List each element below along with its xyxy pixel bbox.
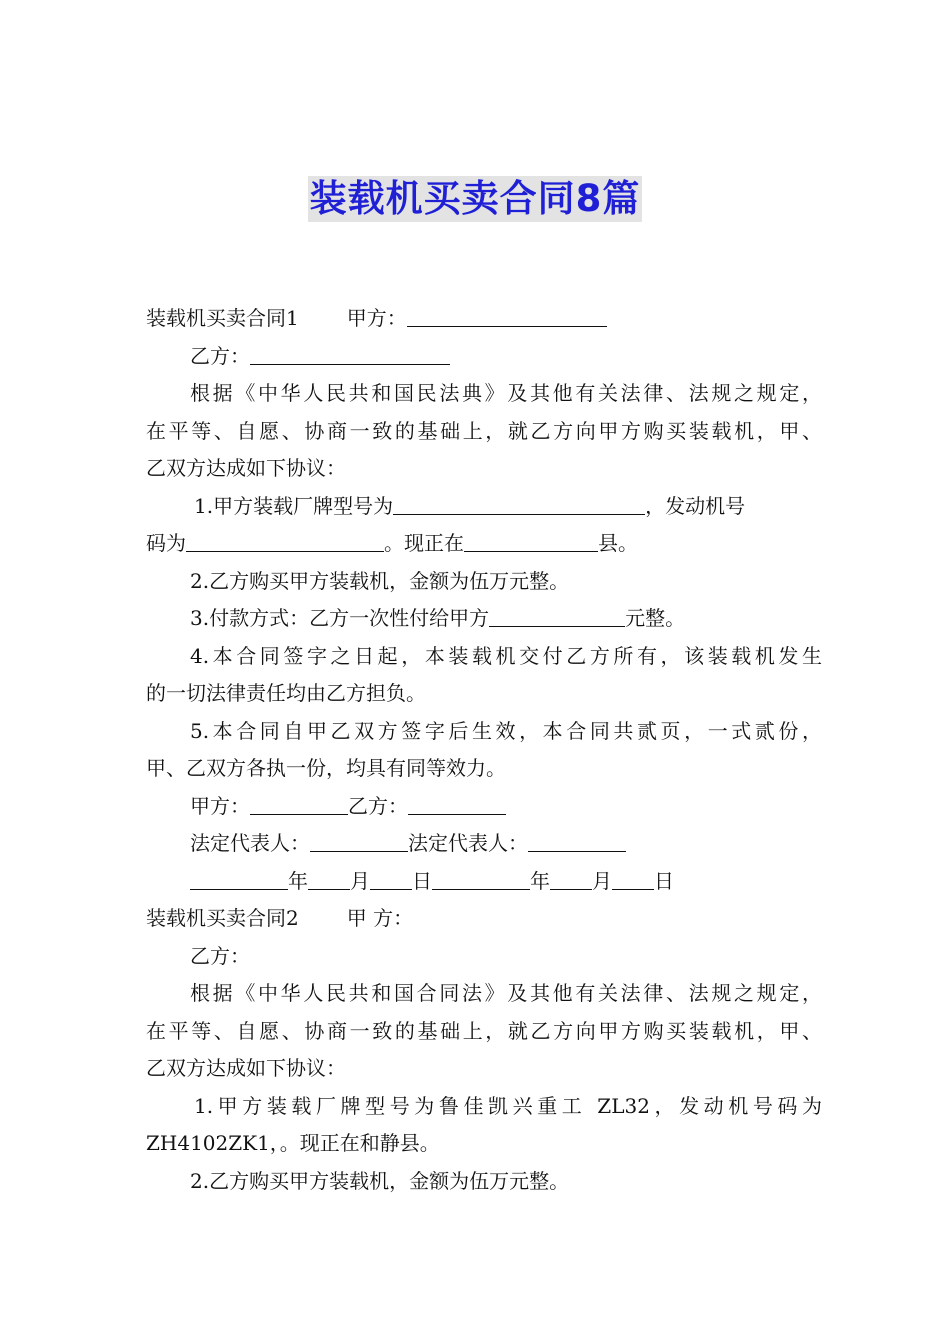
contract2-item1-line-2: ZH4102ZK1，。现正在和静县。: [146, 1131, 440, 1155]
rep-b-label: 法定代表人：: [408, 831, 528, 855]
contract1-intro-line-3: 乙双方达成如下协议：: [146, 456, 346, 480]
day-a-blank: [370, 867, 412, 890]
rep-a-label: 法定代表人：: [190, 831, 310, 855]
sign-a-blank: [250, 792, 348, 815]
contract1-heading: 装载机买卖合同1: [146, 306, 299, 330]
contract2-party-a-label: 甲 方：: [346, 906, 414, 930]
document-title: 装载机买卖合同8篇: [309, 177, 641, 220]
item1-text-e: 县。: [598, 531, 638, 555]
item1-text-b: ，发动机号: [645, 493, 746, 518]
item1-text-c: 码为: [146, 531, 186, 555]
month-a-label: 月: [350, 868, 370, 893]
contract1-date-line: [146, 863, 822, 901]
contract2-intro-line-2: 在平等、自愿、协商一致的基础上，就乙方向甲方购买装载机，甲、: [146, 1018, 822, 1043]
year-b-blank: [432, 867, 530, 890]
year-b-label: 年: [530, 868, 550, 893]
item3-text-a: 3.付款方式：乙方一次性付给甲方: [190, 606, 490, 630]
contract1-party-b-line: [146, 338, 822, 376]
contract1-intro-line-1: 根据《中华人民共和国民法典》及其他有关法律、法规之规定，: [190, 381, 822, 405]
contract1-item5-line-2: 甲、乙双方各执一份，均具有同等效力。: [146, 756, 506, 780]
month-a-blank: [308, 867, 350, 890]
party-b-blank: [250, 342, 450, 365]
contract2-heading: 装载机买卖合同2: [146, 906, 299, 930]
contract1-item5-line-1: 5.本合同自甲乙双方签字后生效，本合同共贰页，一式贰份，: [190, 718, 822, 743]
contract1-item4-line-1: 4.本合同签字之日起，本装载机交付乙方所有，该装载机发生: [190, 643, 822, 668]
contract1-heading-line: [146, 300, 822, 338]
contract1-item3-line: [146, 600, 822, 638]
contract1-party-a-label: 甲方：: [346, 306, 407, 330]
day-b-blank: [612, 867, 654, 890]
contract1-item4-line-2: 的一切法律责任均由乙方担负。: [146, 681, 426, 705]
contract1-rep-line: [146, 825, 822, 863]
item1-text-a: 1.甲方装载厂牌型号为: [194, 493, 394, 518]
document-body: [146, 300, 822, 1200]
day-a-label: 日: [412, 868, 432, 893]
month-b-label: 月: [592, 868, 612, 893]
contract2-heading-line: [146, 900, 822, 938]
item3-text-b: 元整。: [625, 606, 686, 630]
contract1-item2-line: 2.乙方购买甲方装载机，金额为伍万元整。: [190, 568, 570, 593]
contract2-intro-line-3: 乙双方达成如下协议：: [146, 1056, 346, 1080]
contract2-party-b-line: 乙方：: [190, 943, 250, 968]
year-a-label: 年: [288, 868, 308, 893]
contract1-sign-line: [146, 788, 822, 826]
item1-text-d: 。现正在: [384, 531, 464, 555]
model-blank: [393, 492, 645, 515]
rep-a-blank: [310, 829, 408, 852]
sign-a-label: 甲方：: [190, 793, 250, 818]
location-blank: [464, 529, 598, 552]
contract1-party-b-label: 乙方：: [190, 343, 250, 368]
contract1-item1-line-1: [146, 488, 822, 526]
payment-blank: [489, 604, 625, 627]
title-container: [0, 176, 950, 222]
engine-number-blank: [186, 529, 384, 552]
contract1-item1-line-2: [146, 525, 822, 563]
party-a-blank: [407, 304, 607, 327]
year-a-blank: [190, 867, 288, 890]
month-b-blank: [550, 867, 592, 890]
contract1-intro-line-2: 在平等、自愿、协商一致的基础上，就乙方向甲方购买装载机，甲、: [146, 418, 822, 443]
day-b-label: 日: [654, 868, 674, 893]
contract2-item1-line-1: 1.甲方装载厂牌型号为鲁佳凯兴重工 ZL32，发动机号码为: [194, 1093, 822, 1118]
sign-b-label: 乙方：: [348, 793, 408, 818]
sign-b-blank: [408, 792, 506, 815]
rep-b-blank: [528, 829, 626, 852]
contract2-item2-line: 2.乙方购买甲方装载机，金额为伍万元整。: [190, 1168, 570, 1193]
contract2-intro-line-1: 根据《中华人民共和国合同法》及其他有关法律、法规之规定，: [190, 981, 822, 1005]
